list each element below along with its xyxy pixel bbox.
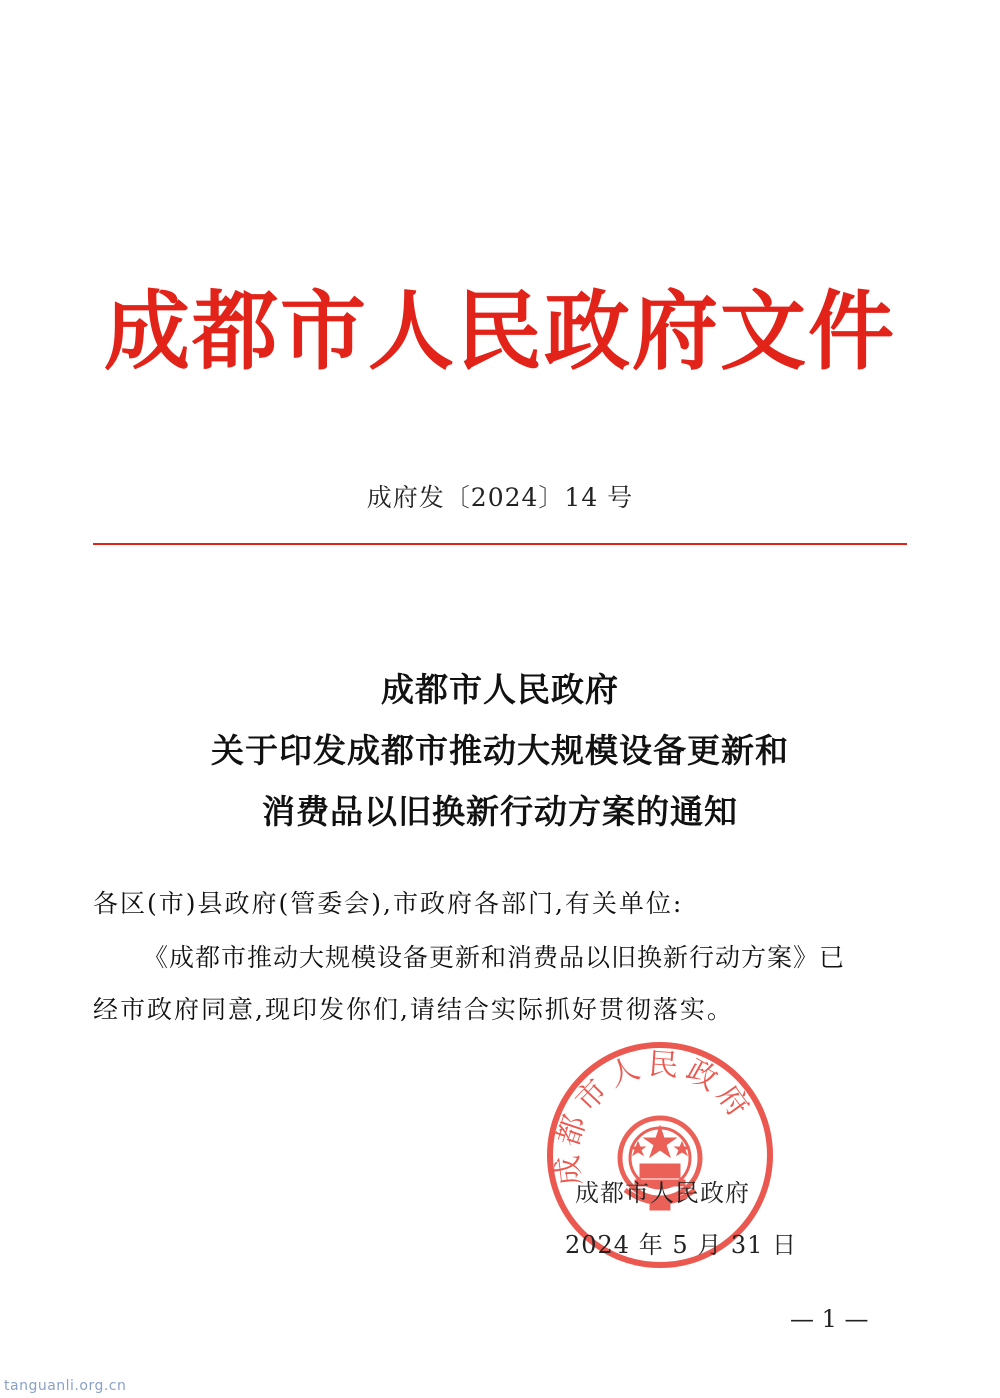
signing-date: 2024 年 5 月 31 日 <box>565 1231 798 1259</box>
document-number: 成府发〔2024〕14 号 <box>366 483 634 512</box>
title-line-1: 成都市人民政府 <box>381 670 619 709</box>
signing-organization: 成都市人民政府 <box>575 1179 750 1207</box>
body-paragraph-line-2: 经市政府同意,现印发你们,请结合实际抓好贯彻落实。 <box>93 995 734 1024</box>
red-divider-line <box>93 543 907 545</box>
site-watermark: tanguanli.org.cn <box>4 1378 127 1394</box>
title-line-2: 关于印发成都市推动大规模设备更新和 <box>211 731 789 770</box>
page-number: — 1 — <box>790 1305 869 1333</box>
addressee: 各区(市)县政府(管委会),市政府各部门,有关单位: <box>93 889 684 918</box>
document-header-title: 成都市人民政府文件 <box>104 282 896 382</box>
body-paragraph-line-1: 《成都市推动大规模设备更新和消费品以旧换新行动方案》已 <box>143 943 846 972</box>
title-line-3: 消费品以旧换新行动方案的通知 <box>262 792 738 831</box>
svg-text:成都市人民政府: 成都市人民政府 <box>549 1046 760 1188</box>
